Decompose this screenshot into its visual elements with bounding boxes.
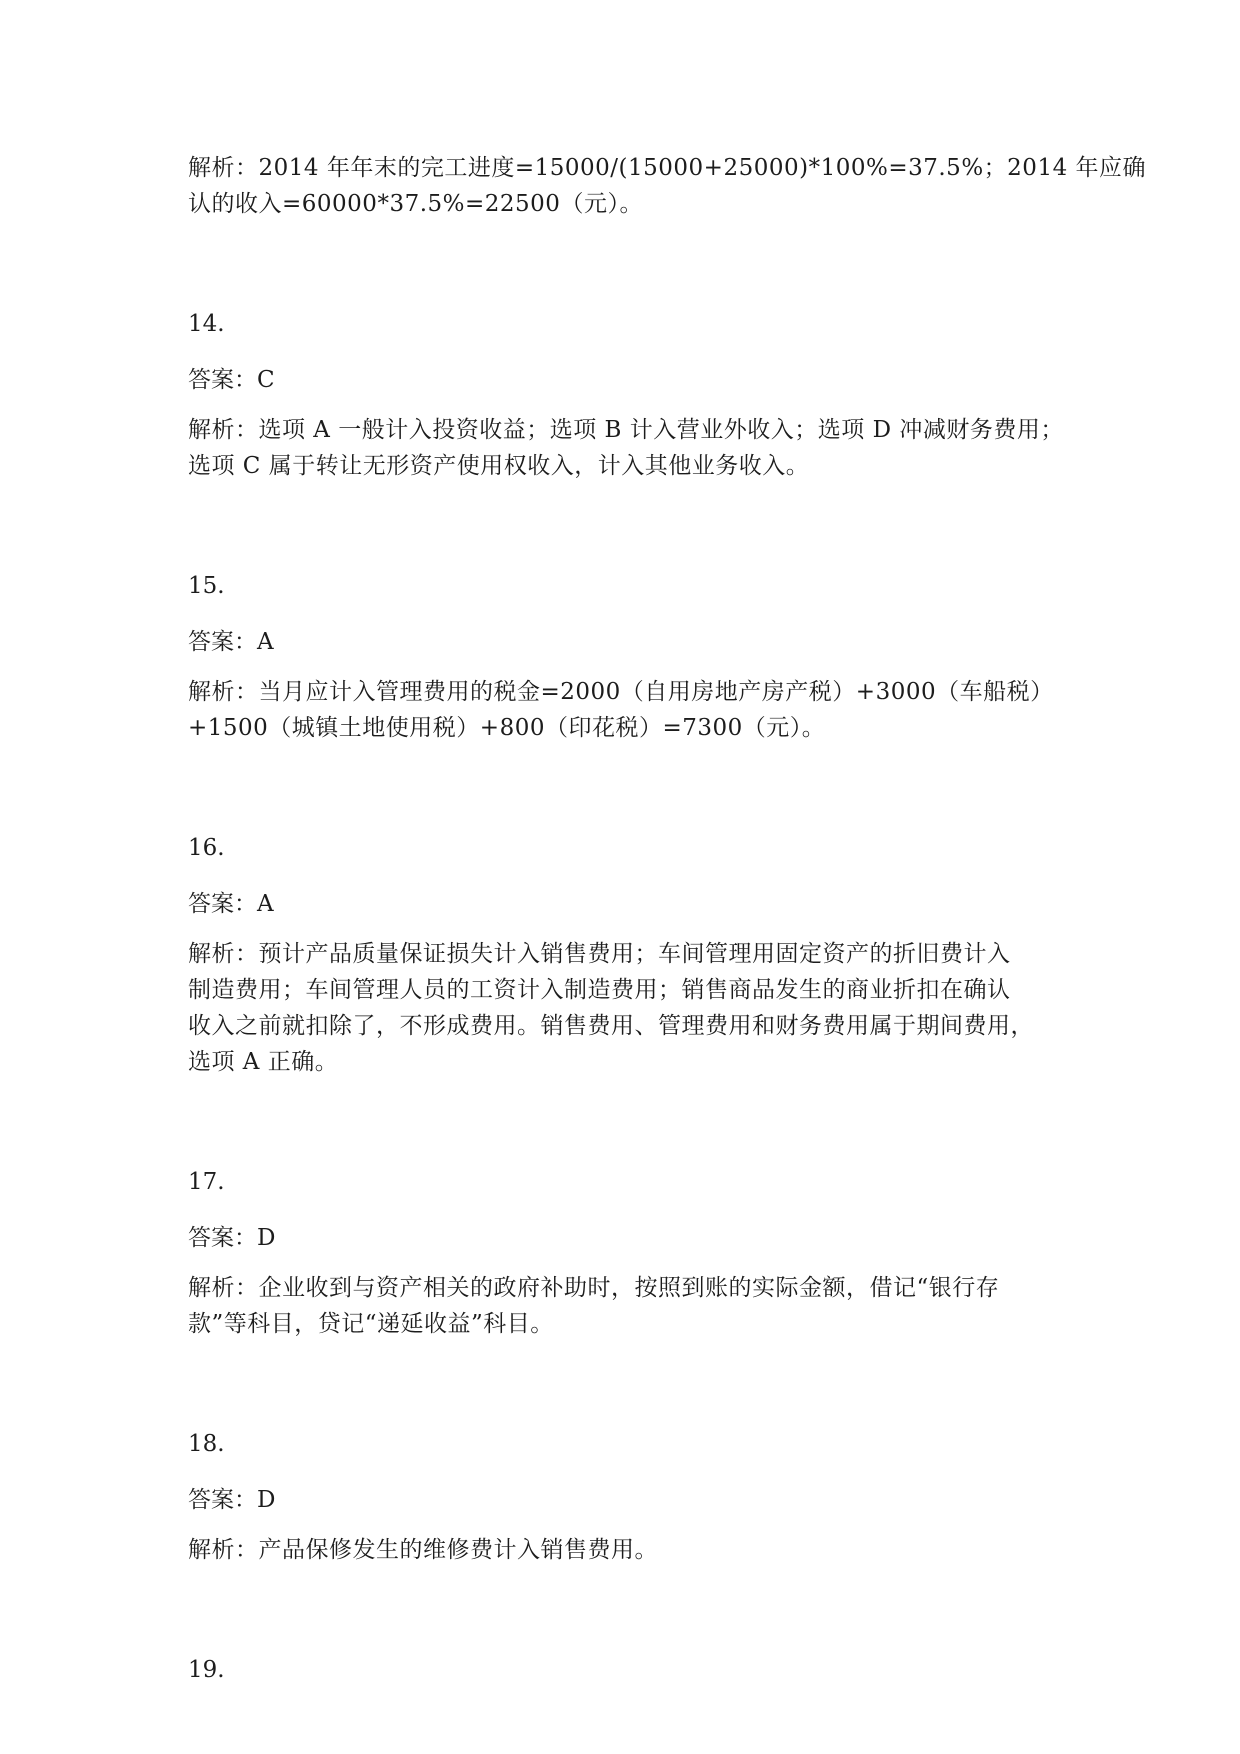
analysis-line: 解析：企业收到与资产相关的政府补助时，按照到账的实际金额，借记“银行存 <box>188 1275 1000 1301</box>
question-block-17 <box>188 1164 1060 1342</box>
analysis-text <box>188 1270 1060 1342</box>
analysis-text <box>188 936 1060 1080</box>
question-block-15 <box>188 568 1060 746</box>
analysis-line: 认的收入=60000*37.5%=22500（元）。 <box>188 191 643 217</box>
question-block-16 <box>188 830 1060 1080</box>
question-number-19: 19. <box>188 1657 225 1683</box>
question-number: 14. <box>188 311 225 337</box>
analysis-line: 选项 C 属于转让无形资产使用权收入，计入其他业务收入。 <box>188 453 810 479</box>
analysis-text <box>188 674 1060 746</box>
question-number: 17. <box>188 1169 225 1195</box>
analysis-line: +1500（城镇土地使用税）+800（印花税）=7300（元）。 <box>188 715 826 741</box>
analysis-line: 解析：产品保修发生的维修费计入销售费用。 <box>188 1537 658 1563</box>
answer-text: 答案：D <box>188 1487 276 1513</box>
analysis-text <box>188 412 1064 484</box>
question-block-18 <box>188 1426 1060 1568</box>
answer-text: 答案：D <box>188 1225 276 1251</box>
analysis-line: 制造费用；车间管理人员的工资计入制造费用；销售商品发生的商业折扣在确认 <box>188 977 1011 1003</box>
analysis-text <box>188 1532 1060 1568</box>
analysis-line: 款”等科目，贷记“递延收益”科目。 <box>188 1311 554 1337</box>
answer-text: 答案：A <box>188 629 274 655</box>
analysis-line: 解析：预计产品质量保证损失计入销售费用；车间管理用固定资产的折旧费计入 <box>188 941 1011 967</box>
analysis-line: 解析：当月应计入管理费用的税金=2000（自用房地产房产税）+3000（车船税） <box>188 679 1054 705</box>
analysis-line: 解析：2014 年年末的完工进度=15000/(15000+25000)*100%=37.5%；2014 年应确 <box>188 155 1147 181</box>
analysis-line: 收入之前就扣除了，不形成费用。销售费用、管理费用和财务费用属于期间费用， <box>188 1013 1034 1039</box>
answer-text: 答案：A <box>188 891 274 917</box>
question-number: 15. <box>188 573 225 599</box>
analysis-line: 解析：选项 A 一般计入投资收益；选项 B 计入营业外收入；选项 D 冲减财务费用； <box>188 417 1064 443</box>
question-block-14 <box>188 306 1064 484</box>
question-number: 18. <box>188 1431 225 1457</box>
analysis-13 <box>188 150 1147 222</box>
document-content <box>188 150 1147 1688</box>
analysis-line: 选项 A 正确。 <box>188 1049 339 1075</box>
answer-text: 答案：C <box>188 367 275 393</box>
question-number: 16. <box>188 835 225 861</box>
